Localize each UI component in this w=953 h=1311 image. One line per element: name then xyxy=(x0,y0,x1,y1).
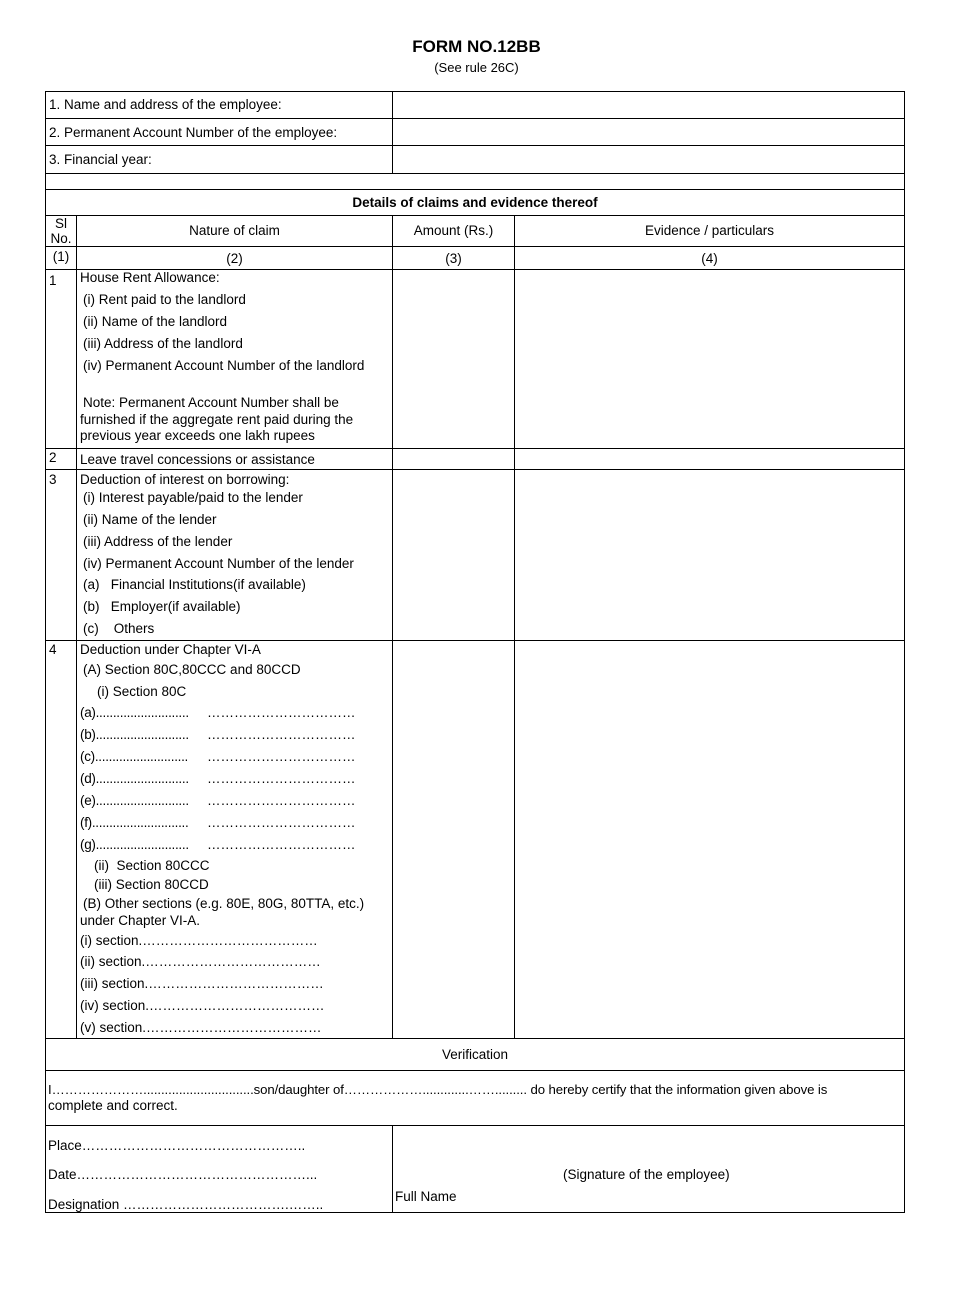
designation-field: Designation ……………………………….…….. xyxy=(48,1197,324,1212)
row4-section-v: (v) section.………………………………… xyxy=(80,1020,322,1035)
row4-line-d-dots: …………………………… xyxy=(207,771,356,786)
row4-item-A: (A) Section 80C,80CCC and 80CCD xyxy=(83,662,301,677)
info-column-divider xyxy=(392,91,393,174)
row-divider xyxy=(45,173,905,174)
row4-line-b: (b)........................... xyxy=(80,727,189,742)
row1-note-line3: previous year exceeds one lakh rupees xyxy=(80,428,315,443)
row4-line-a-dots: …………………………… xyxy=(207,705,356,720)
row4-item-B-line1: (B) Other sections (e.g. 80E, 80G, 80TTA, etc.) xyxy=(83,896,365,911)
row-divider xyxy=(45,118,905,119)
row3-sl: 3 xyxy=(49,472,57,487)
row-divider xyxy=(45,640,905,641)
employee-pan-label: 2. Permanent Account Number of the employee: xyxy=(49,125,338,140)
row4-line-g: (g)........................... xyxy=(80,837,189,852)
row4-line-f-dots: …………………………… xyxy=(207,815,356,830)
row3-title: Deduction of interest on borrowing: xyxy=(80,472,290,487)
row4-sl: 4 xyxy=(49,642,57,657)
claims-column-divider xyxy=(514,215,515,1039)
form-title: FORM NO.12BB xyxy=(412,37,541,56)
row4-line-e: (e)........................... xyxy=(80,793,189,808)
claims-column-divider xyxy=(392,215,393,1039)
verification-title: Verification xyxy=(441,1047,509,1062)
row1-item-iv: (iv) Permanent Account Number of the landlord xyxy=(83,358,365,373)
row3-item-iv: (iv) Permanent Account Number of the lender xyxy=(83,556,354,571)
row-divider xyxy=(45,1070,905,1071)
row-divider xyxy=(45,448,905,449)
row1-sl: 1 xyxy=(49,273,57,288)
row4-section-ii: (ii) section.………………………………… xyxy=(80,954,321,969)
row-divider xyxy=(45,1038,905,1039)
verification-declaration-line2: complete and correct. xyxy=(48,1098,178,1113)
row4-title: Deduction under Chapter VI-A xyxy=(80,642,261,657)
row4-line-e-dots: …………………………… xyxy=(207,793,356,808)
row3-item-iii: (iii) Address of the lender xyxy=(83,534,233,549)
row1-note-line2: furnished if the aggregate rent paid during the xyxy=(80,412,354,427)
row3-item-a: (a) Financial Institutions(if available) xyxy=(83,577,306,592)
row2-sl: 2 xyxy=(49,450,57,465)
row3-item-b: (b) Employer(if available) xyxy=(83,599,241,614)
row4-item-B-line2: under Chapter VI-A. xyxy=(80,913,201,928)
row1-title: House Rent Allowance: xyxy=(80,270,220,285)
col-number-3: (3) xyxy=(445,251,462,266)
financial-year-label: 3. Financial year: xyxy=(49,152,152,167)
row1-note-line1: Note: Permanent Account Number shall be xyxy=(83,395,339,410)
col-number-2: (2) xyxy=(226,251,243,266)
signature-label: (Signature of the employee) xyxy=(563,1167,730,1182)
col-number-1: (1) xyxy=(52,249,70,264)
row4-line-g-dots: …………………………… xyxy=(207,837,356,852)
table-border-right xyxy=(904,91,905,1213)
row-divider xyxy=(45,215,905,216)
row-divider xyxy=(45,145,905,146)
row4-item-80c: (i) Section 80C xyxy=(97,684,187,699)
row-divider xyxy=(45,1125,905,1126)
claims-column-divider xyxy=(76,215,77,1039)
row4-section-iv: (iv) section.………………………………… xyxy=(80,998,325,1013)
row4-line-d: (d)........................... xyxy=(80,771,189,786)
form-subtitle: (See rule 26C) xyxy=(434,60,519,75)
row4-line-c: (c)........................... xyxy=(80,749,189,764)
claims-section-title: Details of claims and evidence thereof xyxy=(352,195,598,210)
row3-item-i: (i) Interest payable/paid to the lender xyxy=(83,490,303,505)
employee-name-label: 1. Name and address of the employee: xyxy=(49,97,282,112)
col-number-4: (4) xyxy=(701,251,718,266)
row-divider xyxy=(45,469,905,470)
signature-column-divider xyxy=(392,1125,393,1213)
row1-item-i: (i) Rent paid to the landlord xyxy=(83,292,246,307)
row3-item-ii: (ii) Name of the lender xyxy=(83,512,217,527)
table-border-top xyxy=(45,91,905,92)
row-divider xyxy=(45,189,905,190)
row4-section-iii: (iii) section.………………………………… xyxy=(80,976,324,991)
full-name-label: Full Name xyxy=(395,1189,457,1204)
row4-line-a: (a)........................... xyxy=(80,705,189,720)
row4-item-80ccc: (ii) Section 80CCC xyxy=(94,858,210,873)
col-header-nature: Nature of claim xyxy=(189,223,280,238)
row4-item-80ccd: (iii) Section 80CCD xyxy=(94,877,209,892)
row1-item-iii: (iii) Address of the landlord xyxy=(83,336,243,351)
row4-line-f: (f)............................ xyxy=(80,815,189,830)
row1-item-ii: (ii) Name of the landlord xyxy=(83,314,228,329)
row4-line-b-dots: …………………………… xyxy=(207,727,356,742)
row4-line-c-dots: …………………………… xyxy=(207,749,356,764)
col-header-evidence: Evidence / particulars xyxy=(644,223,775,238)
place-field: Place………………………………………….. xyxy=(48,1138,306,1153)
verification-declaration-line1: I…………………...............................son/daughter of……………….............……......... do hereby certify that the information given above is xyxy=(48,1082,828,1097)
col-header-amount: Amount (Rs.) xyxy=(413,223,494,238)
row3-item-c: (c) Others xyxy=(83,621,155,636)
date-field: Date……………………………………………... xyxy=(48,1167,318,1182)
row4-section-i: (i) section.………………………………… xyxy=(80,933,318,948)
row-divider xyxy=(45,246,905,247)
row2-title: Leave travel concessions or assistance xyxy=(80,452,315,467)
col-header-sl-no: Sl No. xyxy=(50,216,72,246)
